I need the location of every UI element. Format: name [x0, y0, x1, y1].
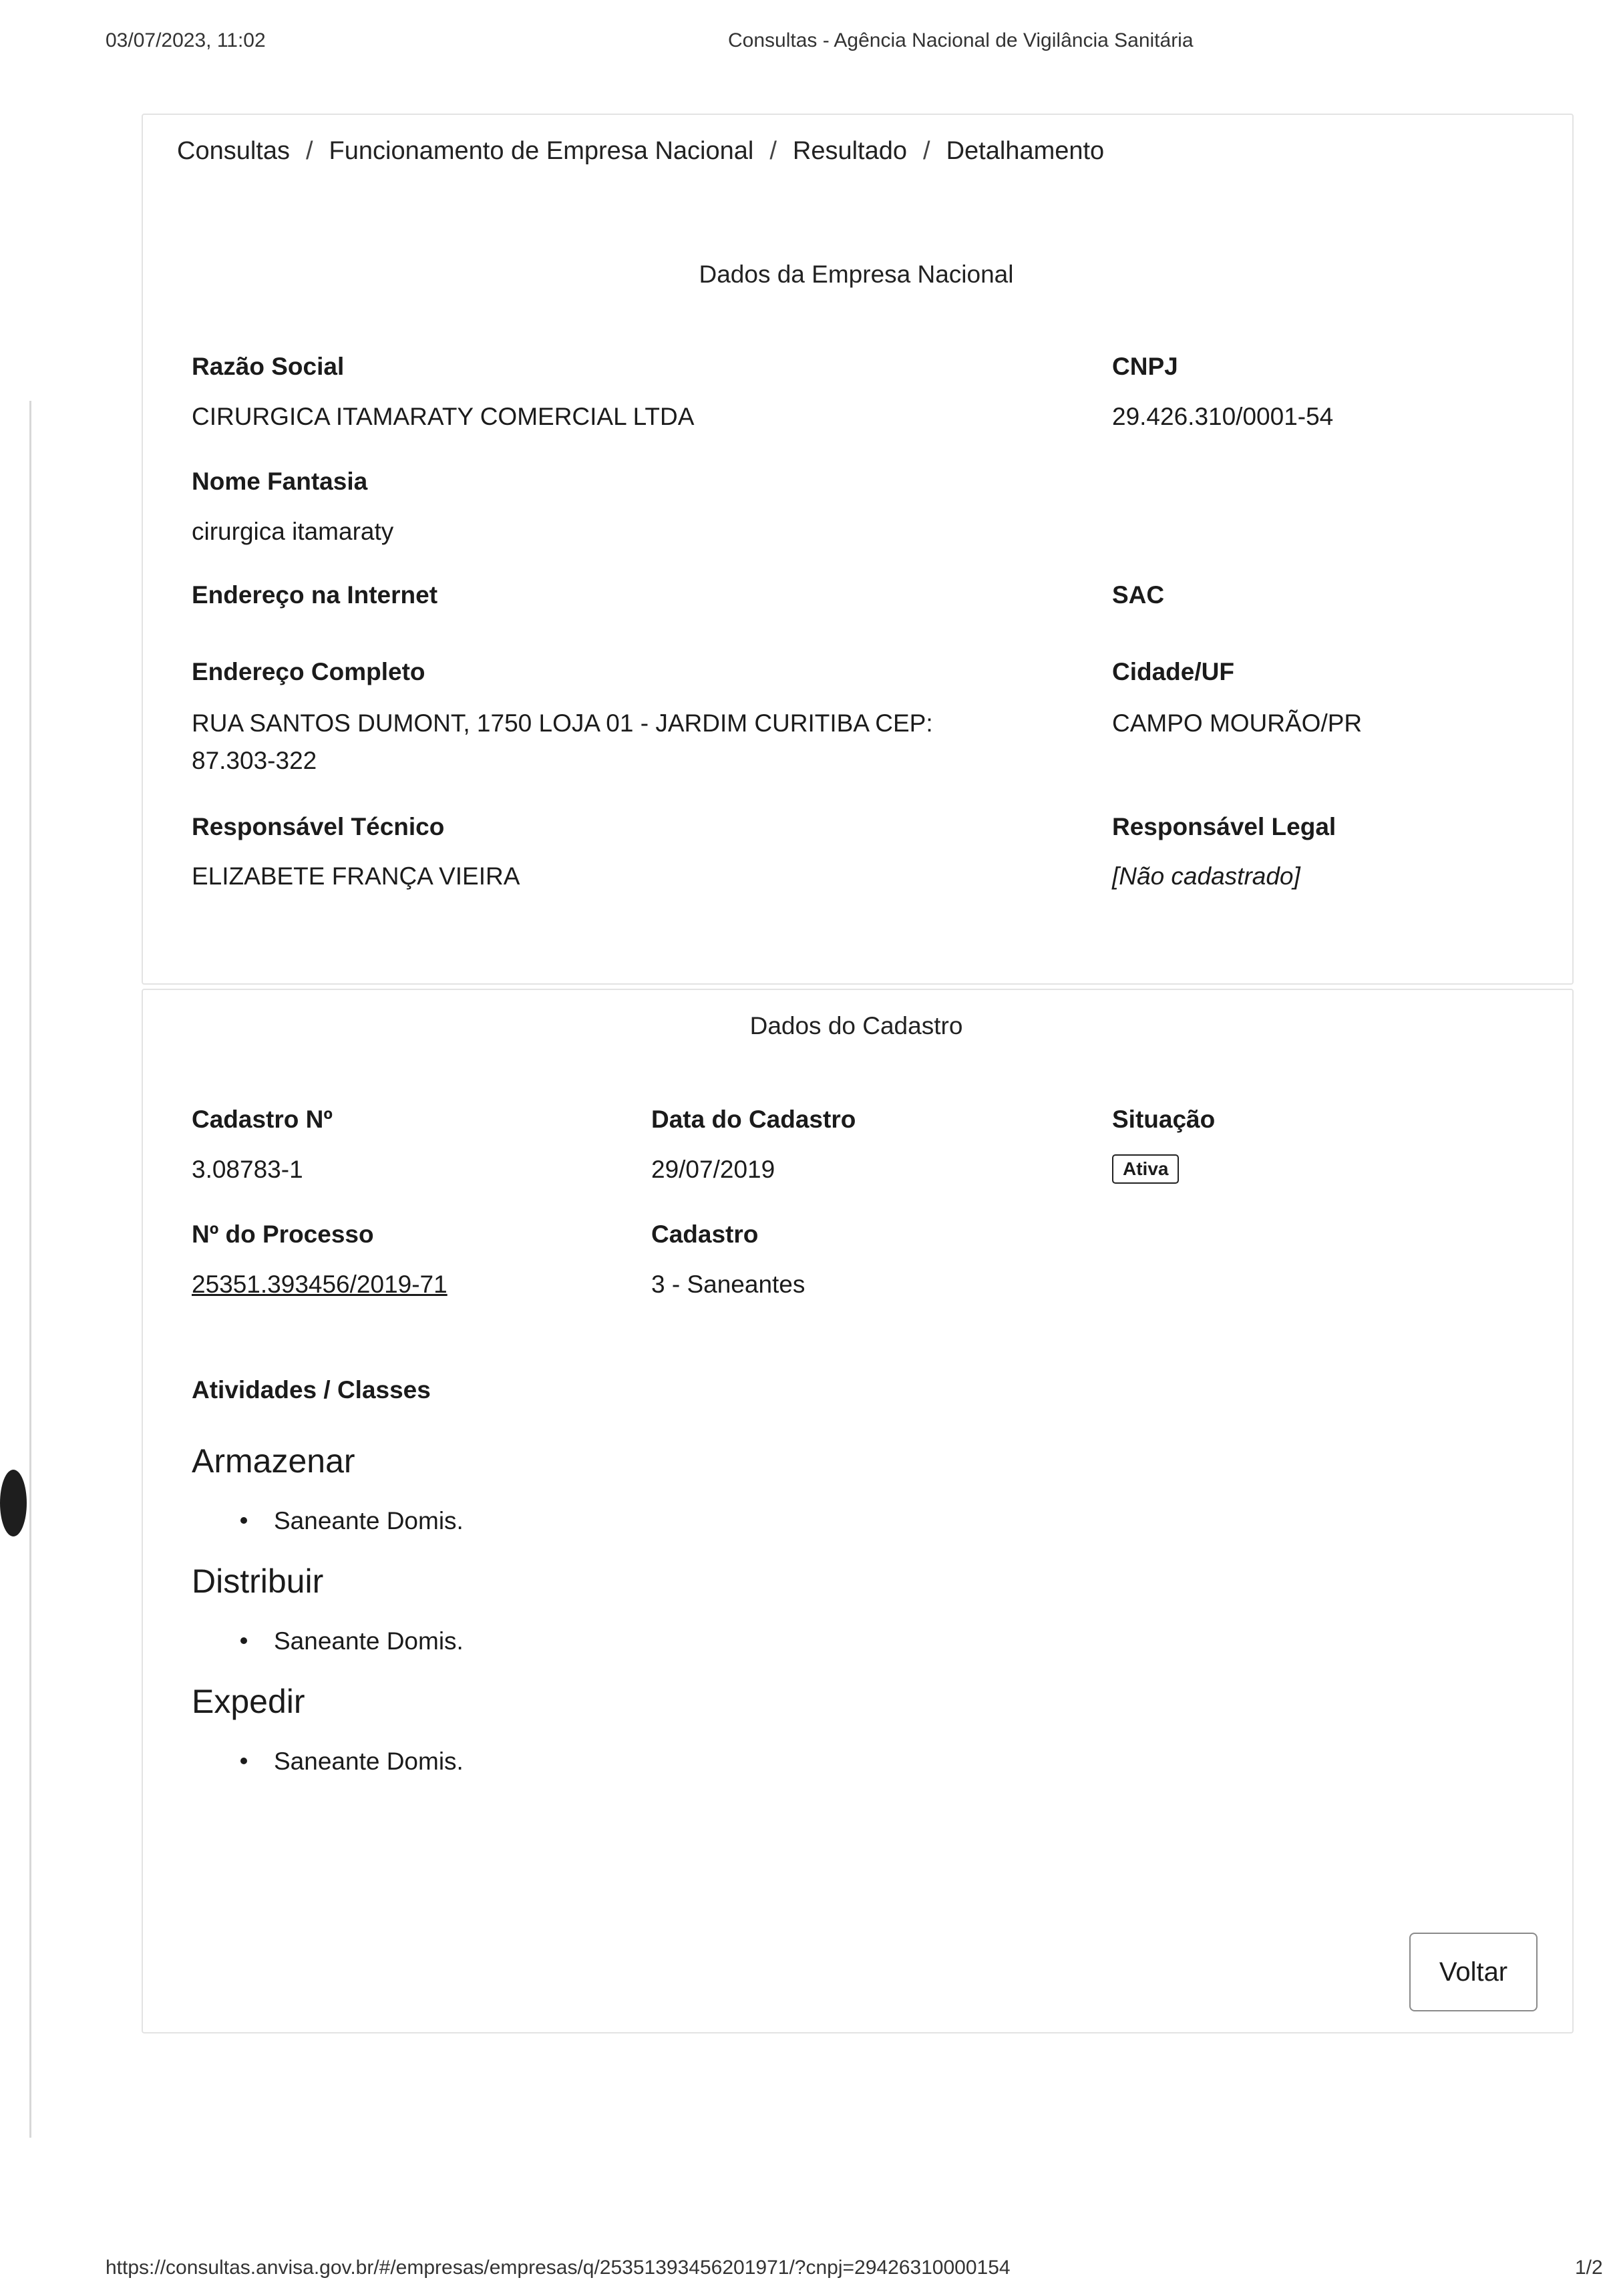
print-page-number: 1/2 [1575, 2257, 1603, 2279]
empresa-panel [142, 114, 1574, 985]
breadcrumb-separator: / [305, 137, 313, 165]
processo-number-link[interactable]: 25351.393456/2019-71 [192, 1271, 448, 1298]
breadcrumb-item-resultado[interactable]: Resultado [792, 137, 908, 165]
cadastro-tipo-value: 3 - Saneantes [651, 1271, 806, 1298]
print-page-title: Consultas - Agência Nacional de Vigilância Sanitária [728, 29, 1194, 51]
atividades-label: Atividades / Classes [192, 1376, 431, 1404]
cadastro-section-title: Dados do Cadastro [749, 1012, 963, 1039]
cidade-uf-label: Cidade/UF [1112, 658, 1234, 685]
responsavel-tecnico-label: Responsável Técnico [192, 813, 445, 840]
activity-class-name: Saneante Domis. [274, 1627, 464, 1655]
scan-artifact [0, 1470, 27, 1536]
situacao-label: Situação [1112, 1106, 1216, 1133]
responsavel-legal-value: [Não cadastrado] [1112, 862, 1300, 890]
print-datetime: 03/07/2023, 11:02 [106, 29, 266, 51]
list-item [240, 1507, 464, 1535]
breadcrumb-item-detalhamento: Detalhamento [946, 137, 1105, 165]
breadcrumb-item-consultas[interactable]: Consultas [177, 137, 290, 165]
cadastro-numero-label: Cadastro Nº [192, 1106, 333, 1133]
endereco-completo-line2: 87.303-322 [192, 747, 317, 774]
scan-artifact [29, 401, 31, 2138]
endereco-completo-line1: RUA SANTOS DUMONT, 1750 LOJA 01 - JARDIM CURITIBA CEP: [192, 709, 933, 737]
endereco-internet-label: Endereço na Internet [192, 581, 438, 609]
activity-class-name: Saneante Domis. [274, 1748, 464, 1775]
endereco-completo-label: Endereço Completo [192, 658, 425, 685]
situacao-status-badge: Ativa [1112, 1154, 1179, 1184]
processo-label: Nº do Processo [192, 1220, 374, 1248]
responsavel-tecnico-value: ELIZABETE FRANÇA VIEIRA [192, 862, 520, 890]
nome-fantasia-label: Nome Fantasia [192, 468, 368, 495]
list-item [240, 1748, 464, 1776]
cnpj-label: CNPJ [1112, 353, 1178, 380]
bullet-icon [240, 1637, 247, 1644]
cadastro-tipo-label: Cadastro [651, 1220, 759, 1248]
breadcrumb-separator: / [769, 137, 777, 165]
cadastro-numero-value: 3.08783-1 [192, 1156, 303, 1183]
empresa-section-title: Dados da Empresa Nacional [699, 261, 1014, 288]
nome-fantasia-value: cirurgica itamaraty [192, 518, 394, 545]
voltar-button[interactable]: Voltar [1409, 1933, 1538, 2011]
sac-label: SAC [1112, 581, 1165, 609]
print-url: https://consultas.anvisa.gov.br/#/empresas/empresas/q/25351393456201971/?cnpj=29426310000154 [106, 2257, 1011, 2279]
data-cadastro-label: Data do Cadastro [651, 1106, 856, 1133]
activity-class-name: Saneante Domis. [274, 1507, 464, 1534]
activity-title-expedir: Expedir [192, 1683, 305, 1720]
data-cadastro-value: 29/07/2019 [651, 1156, 775, 1183]
razao-social-value: CIRURGICA ITAMARATY COMERCIAL LTDA [192, 403, 695, 430]
breadcrumb-item-funcionamento[interactable]: Funcionamento de Empresa Nacional [329, 137, 754, 165]
cnpj-value: 29.426.310/0001-54 [1112, 403, 1334, 430]
bullet-icon [240, 1517, 247, 1524]
activity-title-armazenar: Armazenar [192, 1442, 355, 1480]
list-item [240, 1627, 464, 1655]
bullet-icon [240, 1758, 247, 1764]
responsavel-legal-label: Responsável Legal [1112, 813, 1336, 840]
activity-title-distribuir: Distribuir [192, 1563, 324, 1600]
razao-social-label: Razão Social [192, 353, 345, 380]
breadcrumb-separator: / [923, 137, 930, 165]
cidade-uf-value: CAMPO MOURÃO/PR [1112, 709, 1363, 737]
